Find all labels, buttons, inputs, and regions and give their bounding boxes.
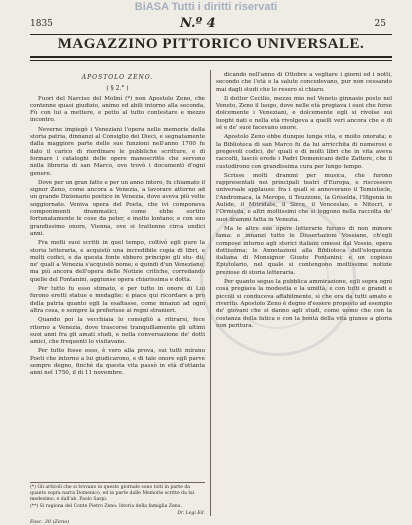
header-rule-top bbox=[30, 34, 392, 35]
right-paragraph: Ma le altre sue opere letterarie furono di non minore fama: e innanzi tutto le Dissertazioni Vossiane, ch'egli compose intorno agli storici italiani omessi dal Vossio, opera dottissima; le Annotazioni alla Biblioteca dell'eloquenza italiana di Monsignor Giusto Fontanini; e un copioso Epistolario, nel quale si contengono moltissime notizie preziose di storia letteraria. bbox=[216, 225, 392, 276]
left-paragraph: Quando poi la vecchiaia lo consigliò a ritirarsi, fece ritorno a Venezia, dove trascorse tranquillamente gli ultimi suoi anni fra gli amati studi, e nella conversazione de' dotti amici, che frequenti lo visitavano. bbox=[30, 317, 205, 346]
header-issue: N.º 4 bbox=[180, 16, 216, 31]
masthead-rule-thin bbox=[30, 60, 392, 61]
right-paragraph: Il dottor Cecilio, mezzo mio nel Veneto ginnasio posto nel Veneto, Zeno il luogo, dove nelle età pregiava i suoi che forse dolcemente i Veneziani, e dolcemente egli si rivolse sui luoghi nati e nella età rivolgeva a quelli veri ancora che e di sé e de' suoi facevano onore. bbox=[216, 95, 392, 132]
left-paragraph: Dove per un gran fatto e per un anno intero, fu chiamato il signor Zeno, come ancora a Venezia, a lavorare attorno ad un grande Dizionario poetico in Venezia, dove aveva più volte soggiornato. Veniva opera del Poeta, che ivi componeva componimenti drammatici, come ebbe sortito fortunatamente le cose da poter, e molto lontano; e con suo grandissimo onore, Vienna, ove si trattenne circa undici anni. bbox=[30, 179, 205, 237]
right-paragraph: Per quanto seguo la pubblica ammirazione, egli sopra ogni cosa pregiava la modestia e la umiltà, e con tutti e grandi e piccoli si conduceva affabilmente, sì che era da tutti amato e riverito. Apostolo Zeno è degno d'essere proposto ad esempio de' giovani che si danno agli studi, come uomo che con la costanza della fatica e con la bontà della vita giunse a gloria non peritura. bbox=[216, 279, 392, 329]
left-paragraph: Per tutto fosse esso, è vero alla prova, sui tutti mirano Poeti che intorno a lui giudicarono, e di tale onore egli parve sempre degno, finchè da questa vita passò in età d'ottanta anni nel 1750, il dì 11 novembre. bbox=[30, 348, 205, 377]
header-year: 1835 bbox=[30, 19, 53, 29]
column-divider bbox=[210, 70, 211, 516]
footnote: (**) Si ragiona del Conte Pietro Zeno: Istoria della famiglia Zeno. bbox=[30, 504, 182, 509]
right-column bbox=[216, 72, 392, 512]
newspaper-page bbox=[30, 12, 392, 525]
masthead-rule-thick bbox=[30, 56, 392, 58]
header-page-number: 25 bbox=[374, 19, 386, 29]
bottom-note: Fasc. 30 (Zeno) bbox=[30, 519, 70, 525]
left-paragraph: Fra molti suoi scritti in quel tempo, coltivò egli pure la storia letteraria, e acquistò una incredibile copia di libri, e molti codici, e da questa fonte ebbero principio gli stu- dii, ne' quali a Venezia s'acquistò nome; e quindi d'un Veneziano; ma più ancora dell'opera delle Notizie critiche, corredando quelle del Fontanini, aggiunse opera chiarissima e dotta. bbox=[30, 240, 205, 283]
footnotes bbox=[30, 482, 205, 518]
section-mark: ( § 2.° ) bbox=[106, 85, 129, 93]
left-paragraph: Fuori del Narciso del Moliní (*) non Apostolo Zeno, che contenne quasi giudizio, animo ed abili intorno alla seconda, Fù con lui a mettere, e petto al tutto contestare e mezzo incontro. bbox=[30, 95, 205, 124]
article-title: APOSTOLO ZENO. bbox=[81, 74, 154, 81]
left-column bbox=[30, 72, 205, 512]
left-paragraph: Neverne impiegò i Veneziani l'opera nelle memorie della storia patria, dinnanzi al Consiglio dei Dieci, e segnatamente dalla maggiore parte delle sue funzioni nell'anno 1700 fu dato il carico di riordinare le pubbliche scritture, e di formare i cataloghi delle opere manoscritte che servono nella libreria di san Marco, ove trovò i documenti d'ogni genere. bbox=[30, 126, 205, 177]
author-signature: Dr. Legi Ed. bbox=[177, 511, 205, 516]
watermark-text: BiASA Tutti i diritti riservati bbox=[134, 1, 278, 13]
left-paragraph: Per tutto fu esso stimato, e per tutto in onore di Lui furono eretti statue e medaglie; e piace qui ricordare a pro della patria quanto egli la esaltasse, come innanzi ad ogni altra cosa, e sempre la preferisse ai regni stranieri. bbox=[30, 286, 205, 314]
page-header bbox=[30, 16, 392, 32]
footnote: (*) Gli articoli che si trovano in questo giornale sono tolti in parte da quanto sopra narra Domenico, ed in parte dalle Memorie scritte da lui medesimo, e dall'ab. Paolo Sarpi. bbox=[30, 485, 195, 502]
masthead-title: MAGAZZINO PITTORICO UNIVERSALE. bbox=[57, 36, 365, 52]
right-paragraph: Scrisse molti drammi per musica, che furono rappresentati nei principali teatri d'Europa, e riscossero universale applauso: fra i quali si annoverano il Temistocle, l'Andromaca, la Merope, il Teuzzone, la Griselda, l'Ifigenia in Aulide, il Mitridate, il Sirce, il Venceslao, e Nitocri, e l'Ormisda, e altri moltissimi che si leggono nella raccolta de' suoi drammi fatta in Venezia. bbox=[216, 172, 392, 223]
right-paragraph: dicando nell'anno di Ottobre a vegliare i giorni ed i notti, secondo che l'età e la salute concedevano, pur non cessando mai dagli studi che lo resero sì chiaro. bbox=[216, 72, 392, 93]
right-paragraph: Apostolo Zeno ebbe dunque lunga vita, e molto onorata; e la Biblioteca di san Marco fu da lui arricchita di numerosi e pregevoli codici, de' quali e di molti libri che in vita aveva raccolti, lasciò erede i Padri Domenicani delle Zattere, che li custodirono con grandissima cura per lungo tempo. bbox=[216, 134, 392, 170]
